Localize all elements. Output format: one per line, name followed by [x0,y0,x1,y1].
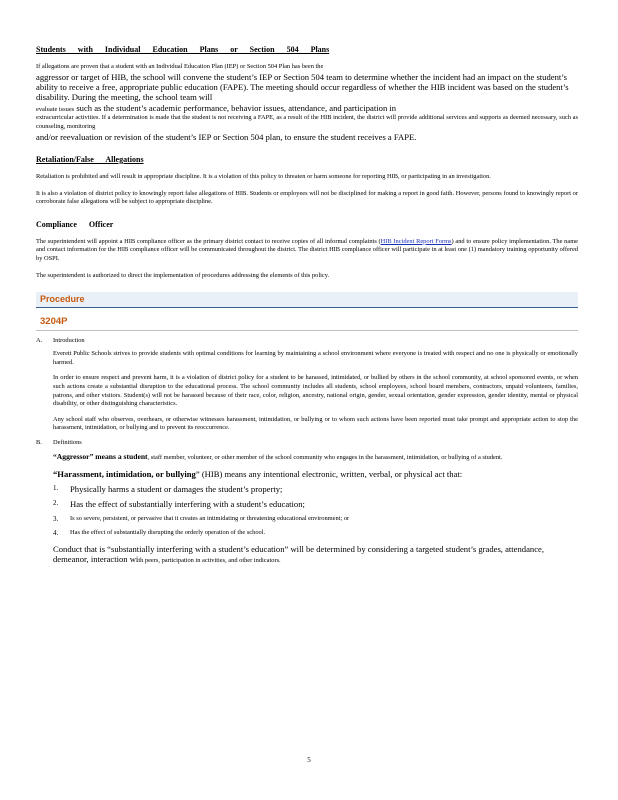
procedure-code: 3204P [40,316,68,328]
iep-text-line1: If allegations are proven that a student with an Individual Education Plan (IEP) or Section 504 Plan has been the [36,63,324,70]
retaliation-para-2: It is also a violation of district policy to knowingly report false allegations of HIB. Students or employees will not be disciplined for making a report in good faith. However, persons found to knowingly report or corroborate false allegations will be subject to appropriate discipline. [36,189,578,206]
iep-text-evaluate: evaluate issues [36,105,75,113]
definition-hib [53,469,578,479]
introduction-para-1: Everett Public Schools strives to provide students with optimal conditions for learning by maintaining a school environment where everyone is treated with respect and no one is physically or emotionally harmed. [53,350,578,366]
aggressor-term: “Aggressor [53,451,90,461]
section-students-iep [36,44,578,142]
procedure-header-label: Procedure [40,294,85,305]
section-retaliation [36,154,578,207]
definitions-label: B. [36,438,42,446]
retaliation-para-1: Retaliation is prohibited and will result in appropriate discipline. It is a violation of this policy to threaten or harm someone for reporting HIB, or participating in an investigation. [36,173,491,180]
hib-incident-report-forms-link[interactable]: HIB Incident Report Forms [380,237,452,245]
section-title-students-iep: Students with Individual Education Plans or Section 504 Plans [36,45,330,54]
conduct-text-end: th peers, participation in activities, and other indicators. [138,557,281,565]
section-title-compliance: Compliance Officer [36,219,114,229]
hib-criteria-list [53,484,578,538]
compliance-para-1-end: ) and to ensure policy implementation. The name and contact information for the HIB compliance officer will be communicated throughout the district. The district HIB compliance officer will participate in at least one (1) mandatory training opportunity offered by OSPI. [36,237,579,262]
list-item: 3. Is so severe, persistent, or pervasive that it creates an intimidating or threatening educational environment; or [53,514,350,523]
list-item: 2. Has the effect of substantially interfering with a student’s education; [53,499,305,510]
iep-text-extracurricular: extracurricular activities. If a determination is made that the student is not receiving a FAPE, as a result of the HIB incident, the district will provide additional services and supports as deemed necessary, such as counseling, monitoring [36,114,578,130]
introduction-title: Introduction [53,337,85,345]
section-title-retaliation: Retaliation/False Allegations [36,155,144,164]
conduct-text-start: Conduct that is “substantially interfering with a student’s education” will be determined by considering a targeted student’s grades, attendance, demeanor, interaction wi [53,543,544,565]
iep-text-main: aggressor or target of HIB, the school will convene the student’s IEP or Section 504 team to determine whether the incident had an impact on the student’s ability to receive a free, appropriate public education (FAPE). The meeting should occur regardless of whether the HIB incident was based on the student’s disability. During the meeting, the school team will [36,71,569,103]
conduct-paragraph [53,544,578,566]
iep-text-end: and/or reevaluation or revision of the student’s IEP or Section 504 plan, to ensure the student receives a FAPE. [36,131,417,142]
section-compliance [36,219,578,280]
list-item: 4. Has the effect of substantially disrupting the orderly operation of the school. [53,528,266,537]
page-number: 5 [307,756,311,764]
compliance-para-2: The superintendent is authorized to direct the implementation of procedures addressing the elements of this policy. [36,271,330,279]
procedure-divider [36,330,578,331]
aggressor-definition-start: ” means a student [89,451,148,461]
introduction-para-3: Any school staff who observes, overhears, or otherwise witnesses harassment, intimidation, or bullying or to whom such actions have been reported must take prompt and appropriate action to stop the harassment, intimidation, or bullying and to prevent its reoccurrence. [53,415,578,432]
aggressor-definition-rest: , staff member, volunteer, or other member of the school community who engages in the harassment, intimidation, or bullying of a student. [147,453,503,461]
definitions-title: Definitions [53,438,82,446]
section-definitions [36,438,578,566]
list-item: 1. Physically harms a student or damages the student’s property; [53,483,283,494]
introduction-label: A. [36,337,43,345]
hib-definition: ” (HIB) means any intentional electronic, written, verbal, or physical act that: [195,468,463,479]
introduction-para-2: In order to ensure respect and prevent harm, it is a violation of district policy for a student to be harassed, intimidated, or bullied by others in the school community, at school sponsored events, or when such actions create a substantial disruption to the educational process. The school community includes all students, school employees, school board members, contractors, unpaid volunteers, families, patrons, and other visitors. Student(s) will not be harassed because of their race, color, religion, ancestry, national origin, gender, sexual orientation, gender expression, gender identity, mental or physical disability, or other distinguishing characteristics. [53,374,578,408]
iep-text-academic: such as the student’s academic performance, behavior issues, attendance, and participation in [76,102,397,113]
definition-aggressor [53,453,578,463]
hib-term: “Harassment, intimidation, or bullying [53,468,196,479]
compliance-para-1 [36,238,578,264]
compliance-para-1-start: The superintendent will appoint a HIB compliance officer as the primary district contact to receive copies of all informal complaints ( [36,237,381,245]
section-introduction [36,336,578,433]
procedure-header-bar [36,292,578,308]
